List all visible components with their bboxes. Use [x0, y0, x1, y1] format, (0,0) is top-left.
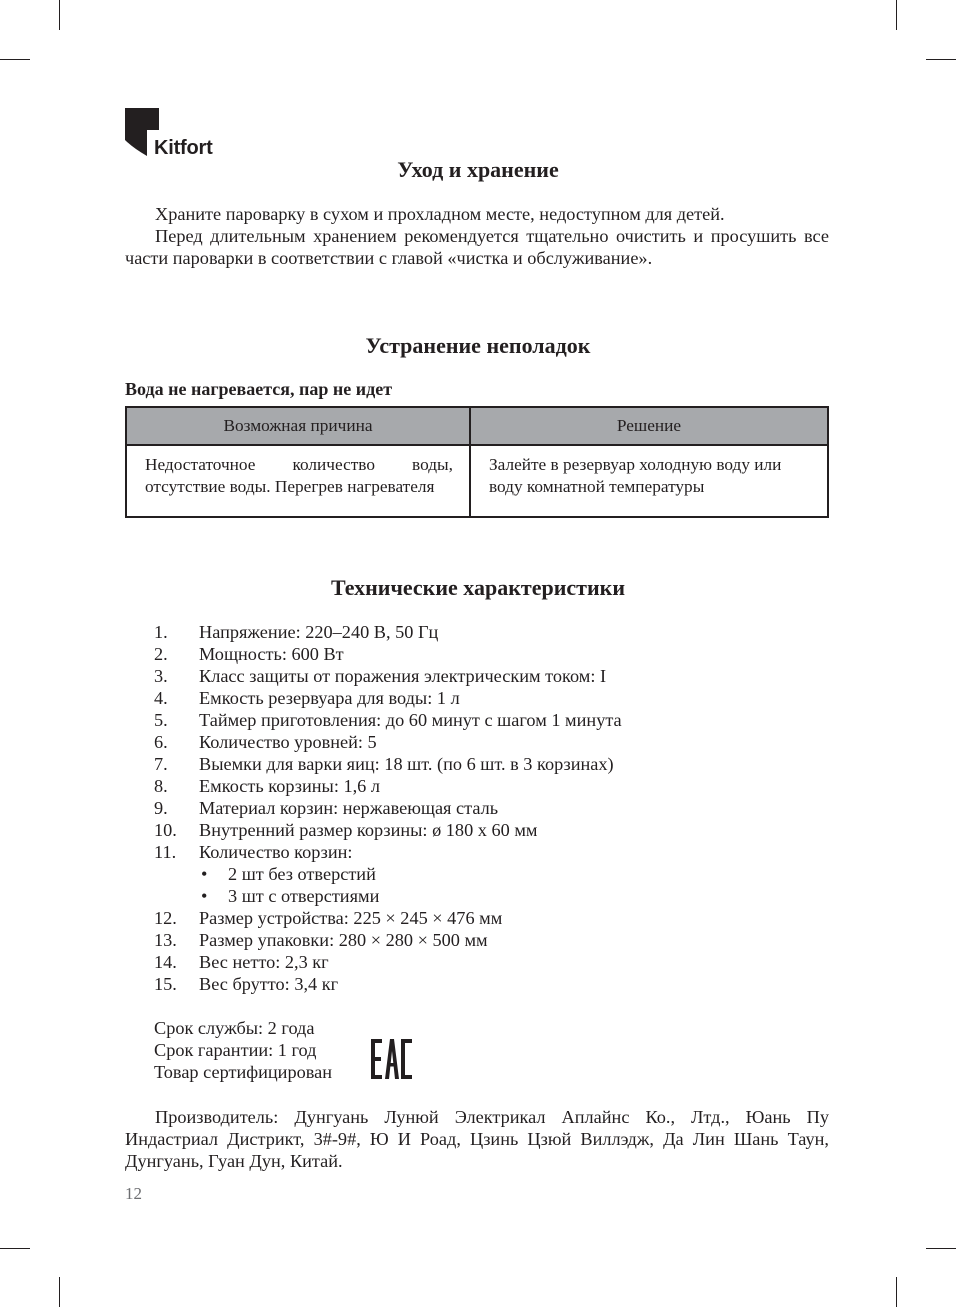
basket-sublist — [199, 863, 622, 907]
solution-cell: Залейте в резервуар холодную воду или воду комнатной температуры — [470, 445, 828, 517]
certified: Товар сертифицирован — [154, 1062, 333, 1082]
page-number: 12 — [125, 1184, 142, 1203]
service-life: Срок службы: 2 года — [154, 1018, 315, 1038]
care-paragraph-2: Перед длительным хранением рекомендуется тщательно очистить и просушить все части пароварки в соответствии с главой «чистка и обслуживание». — [125, 226, 829, 268]
specs-title: Технические характеристики — [330, 575, 626, 600]
spec-item: 12. Размер устройства: 225 × 245 × 476 мм — [154, 908, 503, 928]
crop-mark — [926, 59, 956, 60]
crop-mark — [896, 1277, 897, 1307]
spec-item: 8. Емкость корзины: 1,6 л — [154, 776, 381, 796]
spec-item: 9. Материал корзин: нержавеющая сталь — [154, 798, 499, 818]
crop-mark — [0, 1248, 30, 1249]
care-paragraph-1: Храните пароварку в сухом и прохладном месте, недоступном для детей. — [155, 204, 725, 224]
brand-logo — [125, 108, 235, 158]
warranty: Срок гарантии: 1 год — [154, 1040, 317, 1060]
spec-item: 2. Мощность: 600 Вт — [154, 644, 344, 664]
brand-name: Kitfort — [154, 137, 213, 159]
spec-item: 7. Выемки для варки яиц: 18 шт. (по 6 шт. в 3 корзинах) — [154, 754, 614, 774]
basket-item: • 3 шт с отверстиями — [201, 886, 380, 906]
troubleshooting-table — [125, 406, 829, 518]
spec-item: 6. Количество уровней: 5 — [154, 732, 377, 752]
header-cause: Возможная причина — [126, 407, 470, 445]
spec-item: 10. Внутренний размер корзины: ø 180 х 60 мм — [154, 820, 538, 840]
eac-mark-icon — [371, 1039, 413, 1079]
service-info — [154, 1017, 332, 1083]
problem-heading: Вода не нагревается, пар не идет — [125, 379, 393, 399]
manufacturer-paragraph: Производитель: Дунгуань Лунюй Электрикал Аплайнс Ко., Лтд., Юань Пу Индастриал Дистрикт, 3#-9#, Ю И Роад, Цзинь Цзюй Виллэдж, Да Лин Шань Таун, Дунгуань, Гуан Дун, Китай. — [125, 1107, 829, 1171]
care-title: Уход и хранение — [397, 157, 559, 182]
header-solution: Решение — [470, 407, 828, 445]
spec-item: 5. Таймер приготовления: до 60 минут с шагом 1 минута — [154, 710, 622, 730]
crop-mark — [59, 0, 60, 30]
spec-item: 4. Емкость резервуара для воды: 1 л — [154, 688, 460, 708]
cause-cell: Недостаточное количество воды, отсутствие воды. Перегрев нагревателя — [126, 445, 470, 517]
spec-item: 3. Класс защиты от поражения электрическим током: I — [154, 666, 607, 686]
spec-item: 14. Вес нетто: 2,3 кг — [154, 952, 329, 972]
troubleshooting-title: Устранение неполадок — [365, 333, 591, 358]
table-header-row — [126, 407, 828, 445]
crop-mark — [896, 0, 897, 30]
manufacturer-text — [125, 1106, 829, 1172]
specs-list — [154, 621, 622, 995]
table-row — [126, 445, 828, 517]
spec-item: 13. Размер упаковки: 280 × 280 × 500 мм — [154, 930, 488, 950]
spec-item: 11. Количество корзин: • 2 шт без отверстий • 3 шт с отверстиями — [154, 841, 622, 907]
crop-mark — [926, 1248, 956, 1249]
crop-mark — [0, 59, 30, 60]
spec-item: 15. Вес брутто: 3,4 кг — [154, 974, 339, 994]
basket-item: • 2 шт без отверстий — [201, 864, 376, 884]
spec-item: 1. Напряжение: 220–240 В, 50 Гц — [154, 622, 439, 642]
crop-mark — [59, 1277, 60, 1307]
care-text — [125, 203, 829, 269]
